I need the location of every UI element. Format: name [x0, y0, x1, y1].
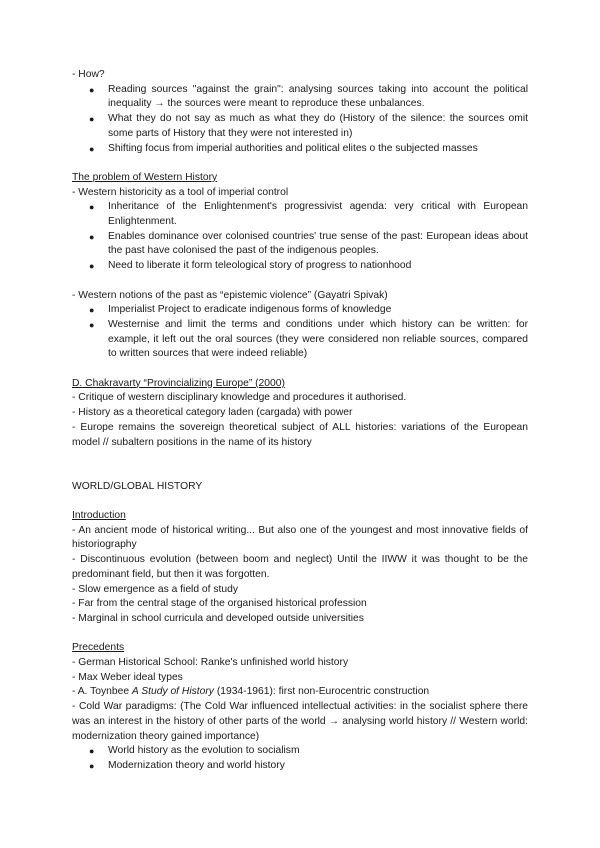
bullet-icon: ●: [89, 84, 95, 95]
western-bullet-2: ● Enables dominance over colonised countries' true sense of the past: European ideas about the past have colonised the past of the indigenous peoples.: [89, 230, 528, 257]
western-bullet-1: ● Inheritance of the Enlightenment's progressivist agenda: very critical with European Enlightenment.: [89, 201, 528, 228]
western-bullet-3: ● Need to liberate it form teleological story of progress to nationhood: [72, 259, 528, 274]
chakravarty-line-1: - Critique of western disciplinary knowledge and procedures it authorised.: [72, 392, 407, 404]
precedents-line-1: - German Historical School: Ranke's unfinished world history: [72, 657, 349, 669]
precedents-bullet-1: ● World history as the evolution to socialism: [72, 744, 528, 759]
bullet-icon: ●: [89, 143, 95, 154]
intro-line-4: - Far from the central stage of the organised historical profession: [72, 598, 367, 610]
introduction-title: Introduction: [72, 510, 126, 522]
chakravarty-title: D. Chakravarty “Provincializing Europe” (2000): [72, 377, 285, 389]
how-bullet-list: [72, 83, 528, 157]
precedents-bullet-list: [72, 744, 528, 773]
chakravarty-line-2: - History as a theoretical category laden (cargada) with power: [72, 407, 353, 419]
western-bullet-list-1: [72, 200, 528, 274]
precedents-bullet-2: ● Modernization theory and world history: [72, 759, 528, 774]
western-line-2: - Western notions of the past as “epistemic violence” (Gayatri Spivak): [72, 289, 388, 301]
bullet-icon: ●: [89, 261, 95, 272]
western-bullet-4: ● Imperialist Project to eradicate indigenous forms of knowledge: [72, 303, 528, 318]
intro-line-5: - Marginal in school curricula and developed outside universities: [72, 612, 364, 624]
bullet-icon: ●: [89, 231, 95, 242]
intro-line-1: - An ancient mode of historical writing... But also one of the youngest and most innovative fields of historiography: [72, 524, 528, 551]
bullet-icon: ●: [89, 202, 95, 213]
western-bullet-list-2: [72, 303, 528, 362]
western-line-1: - Western historicity as a tool of imperial control: [72, 186, 289, 198]
how-bullet-1: ● Reading sources "against the grain": analysing sources taking into account the political inequality → the sources were meant to reproduce these unbalances.: [89, 83, 528, 110]
intro-line-3: - Slow emergence as a field of study: [72, 583, 238, 595]
document-page: [72, 68, 528, 774]
western-history-title: The problem of Western History: [72, 171, 218, 183]
bullet-icon: ●: [89, 746, 95, 757]
chakravarty-line-3: - Europe remains the sovereign theoretical subject of ALL histories: variations of the European model // subaltern positions in the name of its history: [72, 421, 528, 448]
western-bullet-5: ● Westernise and limit the terms and conditions under which history can be written: for example, it left out the oral sources (they were considered non reliable sources, compared to written sources that were indeed reliable): [89, 318, 528, 360]
bullet-icon: ●: [89, 114, 95, 125]
bullet-icon: ●: [89, 305, 95, 316]
bullet-icon: ●: [89, 319, 95, 330]
how-bullet-2: ● What they do not say as much as what they do (History of the silence: the sources omit some parts of History that they were not interested in): [89, 113, 528, 139]
precedents-title: Precedents: [72, 642, 125, 654]
intro-line-2: - Discontinuous evolution (between boom and neglect) Until the IIWW it was thought to be the predominant field, but then it was forgotten.: [72, 554, 528, 580]
toynbee-book-title: A Study of History: [131, 686, 214, 698]
precedents-line-3: - A. Toynbee A Study of History (1934-1961): first non-Eurocentric construction: [72, 686, 430, 698]
precedents-line-2: - Max Weber ideal types: [72, 671, 183, 683]
precedents-line-4: - Cold War paradigms: (The Cold War influenced intellectual activities: in the socialist sphere there was an interest in the history of other parts of the world → analysing world history // Western world: modernization theory gained importance): [72, 701, 528, 742]
how-heading: - How?: [72, 69, 105, 80]
how-bullet-3: ● Shifting focus from imperial authorities and political elites o the subjected masses: [72, 142, 528, 157]
bullet-icon: ●: [89, 760, 95, 771]
world-history-heading: WORLD/GLOBAL HISTORY: [72, 480, 203, 492]
